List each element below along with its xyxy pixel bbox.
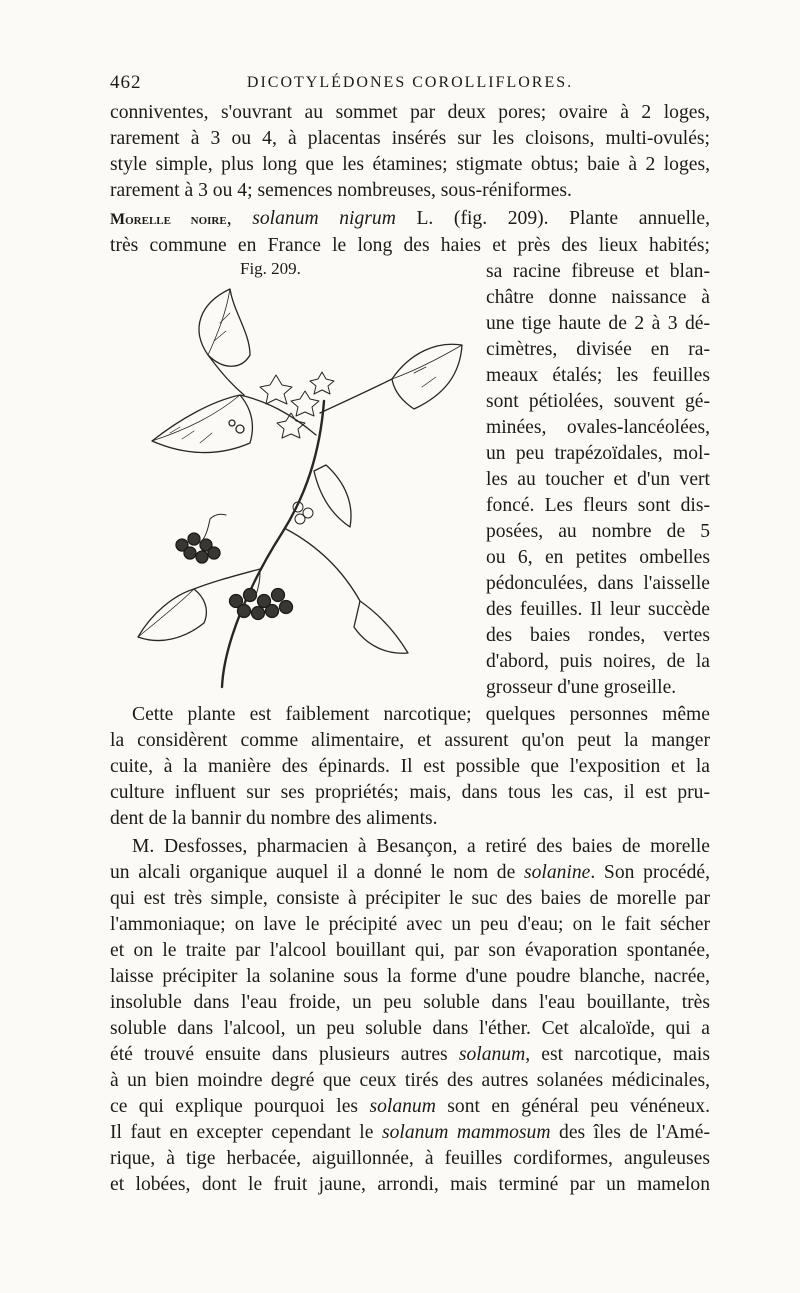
text-run: , xyxy=(226,208,253,229)
text-line: très commune en France le long des haies et près des lieux habités; xyxy=(110,235,710,256)
text-line xyxy=(110,206,710,233)
text-line: la considèrent comme alimentaire, et assurent qu'on peut la manger xyxy=(110,730,710,751)
figure-illustration xyxy=(110,283,472,693)
species-name: Morelle noire xyxy=(110,211,227,228)
text-line: des feuilles. Il leur succède xyxy=(486,599,710,620)
text-line: soluble dans l'alcool, un peu soluble dans l'éther. Cet alcaloïde, qui a xyxy=(110,1018,710,1039)
paragraph-morelle-intro xyxy=(110,206,710,259)
text-line: des baies rondes, vertes xyxy=(486,625,710,646)
text-run: été trouvé ensuite dans plusieurs autres xyxy=(110,1044,459,1065)
text-line: châtre donne naissance à xyxy=(486,287,710,308)
latin-term: solanum mammosum xyxy=(381,1122,551,1143)
text-line: et on le traite par l'alcool bouillant qui, par son évaporation spontanée, xyxy=(110,940,710,961)
text-line xyxy=(110,860,710,886)
text-line: M. Desfosses, pharmacien à Besançon, a retiré des baies de morelle xyxy=(132,836,710,857)
text-line: sont pétiolées, souvent gé- xyxy=(486,391,710,412)
text-line: foncé. Les fleurs sont dis- xyxy=(486,495,710,516)
page-number: 462 xyxy=(110,72,142,93)
latin-term: solanum xyxy=(369,1096,436,1117)
text-line: cimètres, divisée en ra- xyxy=(486,339,710,360)
text-line: rarement à 3 ou 4; semences nombreuses, sous-réniformes. xyxy=(110,180,572,201)
text-line: cuite, à la manière des épinards. Il est possible que l'exposition et la xyxy=(110,756,710,777)
text-line: grosseur d'une groseille. xyxy=(486,677,677,698)
text-line: dent de la bannir du nombre des aliments. xyxy=(110,808,438,829)
paragraph-continuation xyxy=(110,100,710,204)
figure-caption: Fig. 209. xyxy=(240,259,301,278)
text-line: qui est très simple, consiste à précipiter le suc des baies de morelle par xyxy=(110,888,710,909)
text-line: meaux étalés; les feuilles xyxy=(486,365,710,386)
text-run: un alcali organique auquel il a donné le nom de xyxy=(110,862,524,883)
text-line: rarement à 3 ou 4, à placentas insérés sur les cloisons, multi-ovulés; xyxy=(110,128,710,149)
text-run: ce qui explique pourquoi les xyxy=(110,1096,370,1117)
text-line xyxy=(110,1094,710,1120)
text-line: l'ammoniaque; on lave le précipité avec un peu d'eau; on le fait sécher xyxy=(110,914,710,935)
paragraph-solanine xyxy=(110,834,710,1198)
text-line: un peu trapézoïdales, mol- xyxy=(486,443,710,464)
text-line: à un bien moindre degré que ceux tirés des autres solanées médicinales, xyxy=(110,1070,710,1091)
running-title: DICOTYLÉDONES COROLLIFLORES. xyxy=(246,74,574,91)
text-run: des îles de l'Amé- xyxy=(550,1122,710,1143)
term-solanine: solanine xyxy=(523,862,591,883)
text-line: ou 6, en petites ombelles xyxy=(486,547,710,568)
text-line: insoluble dans l'eau froide, un peu soluble dans l'eau bouillante, très xyxy=(110,992,710,1013)
text-line: Cette plante est faiblement narcotique; quelques personnes même xyxy=(132,704,710,725)
text-line: conniventes, s'ouvrant au sommet par deux pores; ovaire à 2 loges, xyxy=(110,102,710,123)
paragraph-narcotic xyxy=(110,702,710,832)
text-run: L. (fig. 209). Plante annuelle, xyxy=(395,208,710,229)
text-line: une tige haute de 2 à 3 dé- xyxy=(486,313,710,334)
text-line: d'abord, puis noires, de la xyxy=(486,651,710,672)
text-run: sont en général peu vénéneux. xyxy=(435,1096,710,1117)
solanum-nigrum-engraving xyxy=(110,283,472,693)
text-line: les au toucher et d'un vert xyxy=(486,469,710,490)
paragraph-description xyxy=(486,259,710,701)
text-run: , est narcotique, mais xyxy=(525,1044,710,1065)
text-line: laisse précipiter la solanine sous la forme d'une poudre blanche, nacrée, xyxy=(110,966,710,987)
text-line: sa racine fibreuse et blan- xyxy=(486,261,710,282)
text-line: style simple, plus long que les étamines; stigmate obtus; baie à 2 loges, xyxy=(110,154,710,175)
text-line: culture influent sur ses propriétés; mais, dans tous les cas, il est pru- xyxy=(110,782,710,803)
text-run: . Son procédé, xyxy=(590,862,711,883)
text-line: pédonculées, dans l'aisselle xyxy=(486,573,710,594)
latin-term: solanum xyxy=(458,1044,526,1065)
text-line xyxy=(110,1042,710,1068)
text-run: Il faut en excepter cependant le xyxy=(110,1122,382,1143)
text-line: posées, au nombre de 5 xyxy=(486,521,710,542)
text-line: rique, à tige herbacée, aiguillonnée, à feuilles cordiformes, anguleuses xyxy=(110,1148,710,1169)
text-line: et lobées, dont le fruit jaune, arrondi, mais terminé par un mamelon xyxy=(110,1174,710,1195)
text-line xyxy=(110,1120,710,1146)
text-line: minées, ovales-lancéolées, xyxy=(486,417,710,438)
page-header xyxy=(110,72,710,102)
latin-name: solanum nigrum xyxy=(252,208,396,229)
